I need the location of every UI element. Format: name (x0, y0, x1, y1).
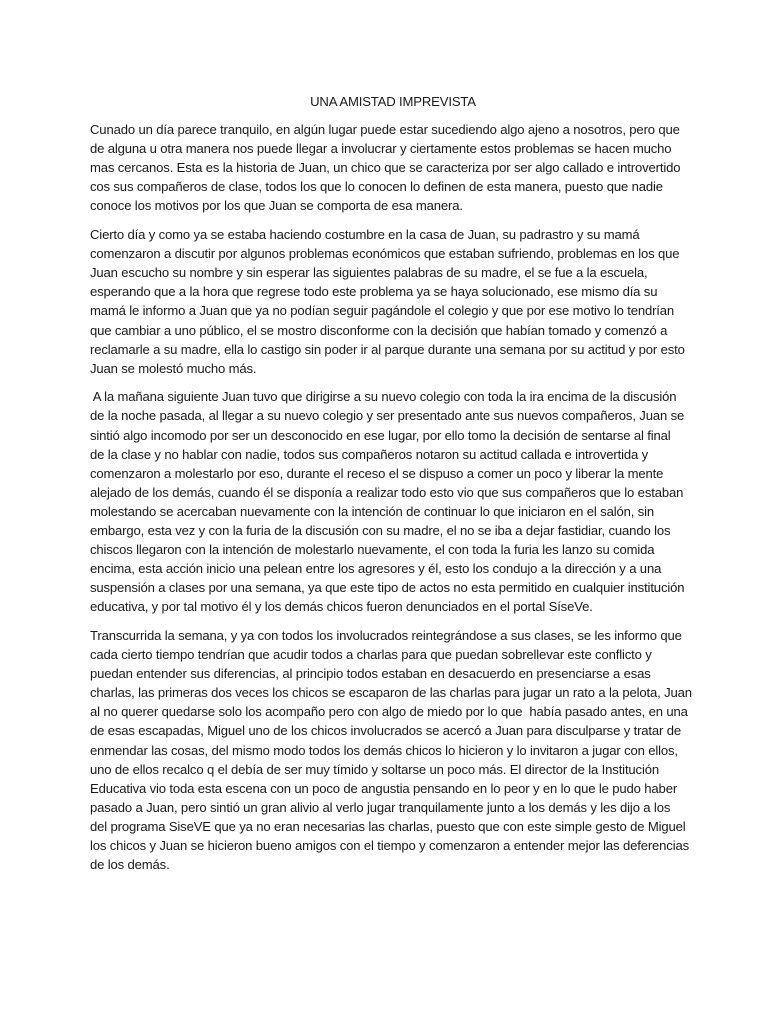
text-line: de la clase y no hablar con nadie, todos sus compañeros notaron su actitud callada e introvertida y (90, 446, 648, 462)
text-line: Cunado un día parece tranquilo, en algún lugar puede estar sucediendo algo ajeno a nosotros, pero que (90, 122, 680, 138)
text-line: uno de ellos recalco q el debía de ser muy tímido y soltarse un poco más. El director de la Institución (90, 761, 659, 777)
text-line: de alguna u otra manera nos puede llegar a involucrar y ciertamente estos problemas se hacen mucho (90, 141, 672, 157)
text-line: chiscos llegaron con la intención de molestarlo nuevamente, el con toda la furia les lanzo su comida (90, 542, 655, 558)
text-line: Juan escucho su nombre y sin esperar las siguientes palabras de su madre, el se fue a la escuela, (90, 265, 648, 281)
text-line: A la mañana siguiente Juan tuvo que dirigirse a su nuevo colegio con toda la ira encima de la discusión (90, 389, 677, 405)
text-line: cada cierto tiempo tendrían que acudir todos a charlas para que puedan sobrellevar este conflicto y (90, 647, 652, 663)
document-title: UNA AMISTAD IMPREVISTA (310, 94, 476, 109)
text-line: Transcurrida la semana, y ya con todos los involucrados reintegrándose a sus clases, se les informo que (90, 627, 682, 643)
text-line: enmendar las cosas, del mismo modo todos los demás chicos lo hicieron y lo invitaron a jugar con ellos, (90, 742, 678, 758)
text-line: pasado a Juan, pero sintió un gran alivio al verlo jugar tranquilamente junto a los demás y les dijo a los (90, 799, 671, 815)
text-line: de esas escapadas, Miguel uno de los chicos involucrados se acercó a Juan para disculparse y tratar de (90, 723, 681, 739)
text-line: alejado de los demás, cuando él se disponía a realizar todo esto vio que sus compañeros que lo estaban (90, 484, 684, 500)
text-line: sintió algo incomodo por ser un desconocido en ese lugar, por ello tomo la decisión de sentarse al final (90, 427, 671, 443)
text-line: comenzaron a molestarlo por eso, durante el receso el se dispuso a comer un poco y liberar la mente (90, 465, 664, 481)
text-line: comenzaron a discutir por algunos problemas económicos que estaban sufriendo, problemas en los que (90, 246, 680, 262)
text-line: del programa SiseVE que ya no eran necesarias las charlas, puesto que con este simple gesto de Miguel (90, 818, 686, 834)
paragraph-1 (90, 120, 680, 215)
text-line: molestando se acercaban nuevamente con la intención de continuar lo que iniciaron en el salón, sin (90, 503, 654, 519)
text-line: de los demás. (90, 857, 170, 873)
text-line: Cierto día y como ya se estaba haciendo costumbre en la casa de Juan, su padrastro y su mamá (90, 227, 640, 243)
text-line: esperando que a la hora que regrese todo este problema ya se haya solucionado, ese mismo día su (90, 284, 658, 300)
text-line: puedan entender sus diferencias, al principio todos estaban en desacuerdo en presenciarse a esas (90, 666, 651, 682)
text-line: educativa, y por tal motivo él y los demás chicos fueron denunciados en el portal SíseVe. (90, 599, 593, 615)
text-line: suspensión a clases por una semana, ya que este tipo de actos no esta permitido en cualquier institución (90, 580, 685, 596)
paragraph-3 (90, 387, 685, 616)
text-line: Educativa vio toda esta escena con un poco de angustia pensando en lo peor y en lo que le pudo haber (90, 780, 678, 796)
paragraph-4 (90, 626, 692, 874)
text-line: que cambiar a uno público, el se mostro disconforme con la decisión que habían tomado y comenzó a (90, 322, 668, 338)
text-line: Juan se molestó mucho más. (90, 360, 257, 376)
text-line: encima, esta acción inicio una pelean entre los agresores y él, esto los condujo a la dirección y a una (90, 561, 662, 577)
text-line: los chicos y Juan se hicieron bueno amigos con el tiempo y comenzaron a entender mejor las deferencias (90, 837, 689, 853)
text-line: reclamarle a su madre, ella lo castigo sin poder ir al parque durante una semana por su actitud y por esto (90, 341, 685, 357)
text-line: de la noche pasada, al llegar a su nuevo colegio y ser presentado ante sus nuevos compañeros, Juan se (90, 408, 685, 424)
text-line: mas cercanos. Esta es la historia de Juan, un chico que se caracteriza por ser algo callado e introvertido (90, 160, 681, 176)
text-line: embargo, esta vez y con la furia de la discusión con su madre, el no se iba a dejar fastidiar, cuando los (90, 522, 671, 538)
document-body (90, 92, 692, 884)
text-line: al no querer quedarse solo los acompaño pero con algo de miedo por lo que había pasado antes, en una (90, 704, 688, 720)
text-line: conoce los motivos por los que Juan se comporta de esa manera. (90, 198, 463, 214)
text-line: cos sus compañeros de clase, todos los que lo conocen lo definen de esta manera, puesto que nadie (90, 179, 663, 195)
text-line: mamá le informo a Juan que ya no podían seguir pagándole el colegio y que por ese motivo lo tendrían (90, 303, 675, 319)
text-line: charlas, las primeras dos veces los chicos se escaparon de las charlas para jugar un rato a la pelota, Juan (90, 685, 692, 701)
paragraph-2 (90, 225, 685, 378)
